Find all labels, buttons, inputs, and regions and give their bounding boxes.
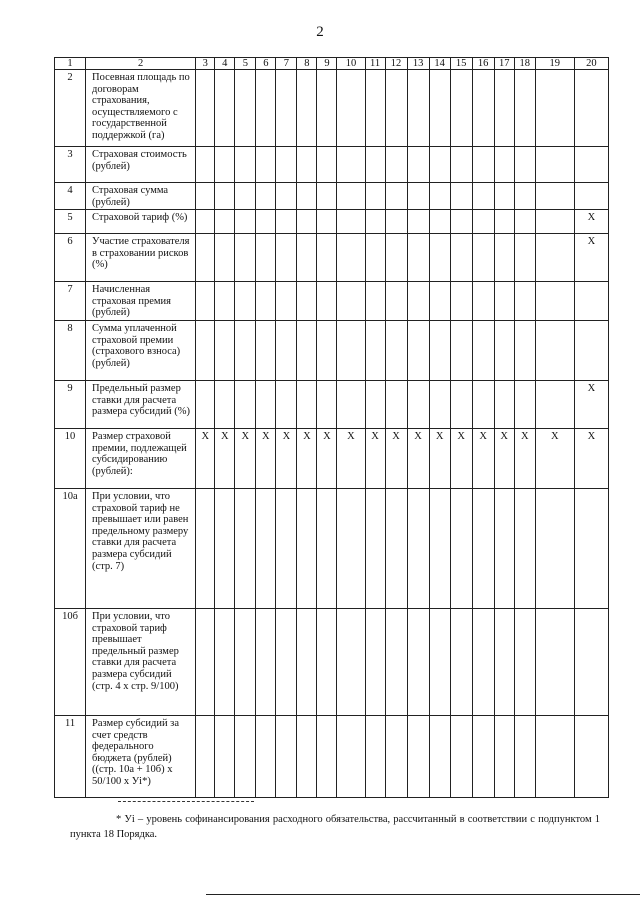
empty-cell [472, 282, 494, 321]
row-label: Страховая стоимость (рублей) [86, 147, 196, 183]
row-label: При условии, что страховой тариф не превышает или равен предельному размеру ставки для расчета размера субсидий (стр. 7) [86, 488, 196, 608]
empty-cell [337, 380, 365, 428]
empty-cell [494, 147, 514, 183]
empty-cell [235, 488, 256, 608]
empty-cell [514, 70, 535, 147]
empty-cell [365, 608, 385, 715]
empty-cell [450, 488, 472, 608]
empty-cell [429, 70, 450, 147]
x-mark: X [317, 428, 337, 488]
table-row [55, 210, 609, 234]
table-row [55, 428, 609, 488]
table-row [55, 320, 609, 380]
empty-cell [472, 608, 494, 715]
empty-cell [535, 234, 574, 282]
empty-cell [574, 608, 608, 715]
empty-cell [514, 147, 535, 183]
empty-cell [235, 380, 256, 428]
row-label: При условии, что страховой тариф превышает предельный размер ставки для расчета размера субсидий (стр. 4 x стр. 9/100) [86, 608, 196, 715]
row-number: 5 [55, 210, 86, 234]
empty-cell [196, 147, 215, 183]
empty-cell [450, 183, 472, 210]
row-number: 3 [55, 147, 86, 183]
x-mark: X [535, 428, 574, 488]
table-row [55, 147, 609, 183]
empty-cell [535, 183, 574, 210]
x-mark: X [514, 428, 535, 488]
x-mark: X [450, 428, 472, 488]
empty-cell [256, 380, 276, 428]
empty-cell [317, 608, 337, 715]
empty-cell [196, 70, 215, 147]
empty-cell [235, 234, 256, 282]
empty-cell [317, 210, 337, 234]
empty-cell [235, 608, 256, 715]
empty-cell [365, 70, 385, 147]
empty-cell [385, 320, 407, 380]
column-header-5: 5 [235, 58, 256, 70]
row-number: 10а [55, 488, 86, 608]
empty-cell [215, 715, 235, 797]
empty-cell [365, 320, 385, 380]
empty-cell [276, 70, 297, 147]
table-row [55, 70, 609, 147]
empty-cell [494, 488, 514, 608]
empty-cell [450, 234, 472, 282]
empty-cell [235, 70, 256, 147]
empty-cell [297, 320, 317, 380]
x-mark: X [574, 428, 608, 488]
empty-cell [429, 380, 450, 428]
x-mark: X [574, 234, 608, 282]
empty-cell [365, 380, 385, 428]
empty-cell [256, 608, 276, 715]
x-mark: X [297, 428, 317, 488]
empty-cell [535, 282, 574, 321]
empty-cell [337, 234, 365, 282]
empty-cell [450, 380, 472, 428]
empty-cell [215, 282, 235, 321]
empty-cell [235, 147, 256, 183]
bottom-rule [206, 894, 640, 895]
empty-cell [407, 715, 429, 797]
empty-cell [535, 488, 574, 608]
empty-cell [317, 380, 337, 428]
x-mark: X [472, 428, 494, 488]
x-mark: X [574, 380, 608, 428]
empty-cell [337, 147, 365, 183]
x-mark: X [196, 428, 215, 488]
empty-cell [215, 70, 235, 147]
row-number: 10б [55, 608, 86, 715]
empty-cell [574, 282, 608, 321]
empty-cell [407, 70, 429, 147]
x-mark: X [235, 428, 256, 488]
empty-cell [317, 282, 337, 321]
column-header-20: 20 [574, 58, 608, 70]
column-header-19: 19 [535, 58, 574, 70]
column-header-2: 2 [86, 58, 196, 70]
empty-cell [514, 320, 535, 380]
row-label: Страховая сумма (рублей) [86, 183, 196, 210]
empty-cell [514, 183, 535, 210]
empty-cell [385, 147, 407, 183]
empty-cell [215, 320, 235, 380]
column-header-6: 6 [256, 58, 276, 70]
empty-cell [450, 715, 472, 797]
row-label: Размер страховой премии, подлежащей субсидированию (рублей): [86, 428, 196, 488]
empty-cell [574, 715, 608, 797]
empty-cell [276, 715, 297, 797]
empty-cell [365, 210, 385, 234]
empty-cell [235, 183, 256, 210]
empty-cell [494, 608, 514, 715]
empty-cell [235, 210, 256, 234]
empty-cell [429, 183, 450, 210]
empty-cell [256, 183, 276, 210]
empty-cell [297, 715, 317, 797]
column-header-1: 1 [55, 58, 86, 70]
column-header-7: 7 [276, 58, 297, 70]
column-header-15: 15 [450, 58, 472, 70]
empty-cell [256, 320, 276, 380]
empty-cell [385, 210, 407, 234]
empty-cell [514, 608, 535, 715]
empty-cell [494, 183, 514, 210]
empty-cell [450, 210, 472, 234]
empty-cell [385, 70, 407, 147]
empty-cell [535, 320, 574, 380]
empty-cell [535, 608, 574, 715]
empty-cell [337, 70, 365, 147]
empty-cell [276, 608, 297, 715]
empty-cell [429, 210, 450, 234]
empty-cell [407, 147, 429, 183]
empty-cell [215, 147, 235, 183]
empty-cell [514, 234, 535, 282]
empty-cell [297, 234, 317, 282]
empty-cell [256, 234, 276, 282]
empty-cell [276, 488, 297, 608]
empty-cell [494, 380, 514, 428]
empty-cell [494, 210, 514, 234]
empty-cell [317, 183, 337, 210]
empty-cell [337, 608, 365, 715]
row-label: Предельный размер ставки для расчета размера субсидий (%) [86, 380, 196, 428]
row-label: Страховой тариф (%) [86, 210, 196, 234]
x-mark: X [215, 428, 235, 488]
empty-cell [429, 282, 450, 321]
column-header-17: 17 [494, 58, 514, 70]
empty-cell [472, 70, 494, 147]
empty-cell [276, 380, 297, 428]
table-row [55, 282, 609, 321]
row-label: Сумма уплаченной страховой премии (страхового взноса) (рублей) [86, 320, 196, 380]
empty-cell [365, 282, 385, 321]
x-mark: X [365, 428, 385, 488]
empty-cell [256, 488, 276, 608]
empty-cell [385, 380, 407, 428]
empty-cell [235, 282, 256, 321]
empty-cell [407, 488, 429, 608]
empty-cell [472, 147, 494, 183]
empty-cell [494, 715, 514, 797]
empty-cell [385, 715, 407, 797]
empty-cell [196, 210, 215, 234]
empty-cell [429, 608, 450, 715]
footnote-separator [118, 801, 254, 802]
empty-cell [256, 282, 276, 321]
empty-cell [297, 183, 317, 210]
empty-cell [407, 282, 429, 321]
column-header-16: 16 [472, 58, 494, 70]
empty-cell [407, 380, 429, 428]
empty-cell [276, 282, 297, 321]
empty-cell [276, 210, 297, 234]
row-number: 4 [55, 183, 86, 210]
empty-cell [385, 488, 407, 608]
x-mark: X [337, 428, 365, 488]
empty-cell [297, 488, 317, 608]
empty-cell [256, 70, 276, 147]
empty-cell [494, 234, 514, 282]
x-mark: X [574, 210, 608, 234]
empty-cell [337, 282, 365, 321]
empty-cell [215, 608, 235, 715]
empty-cell [535, 70, 574, 147]
empty-cell [256, 147, 276, 183]
empty-cell [514, 488, 535, 608]
empty-cell [317, 320, 337, 380]
row-number: 11 [55, 715, 86, 797]
empty-cell [297, 380, 317, 428]
empty-cell [317, 147, 337, 183]
row-label: Начисленная страховая премия (рублей) [86, 282, 196, 321]
x-mark: X [276, 428, 297, 488]
table-body [55, 58, 609, 798]
column-header-12: 12 [385, 58, 407, 70]
x-mark: X [429, 428, 450, 488]
empty-cell [196, 282, 215, 321]
empty-cell [535, 715, 574, 797]
empty-cell [337, 488, 365, 608]
row-label: Размер субсидий за счет средств федерального бюджета (рублей) ((стр. 10а + 10б) x 50/100 x Уi*) [86, 715, 196, 797]
empty-cell [407, 210, 429, 234]
column-header-10: 10 [337, 58, 365, 70]
empty-cell [215, 488, 235, 608]
empty-cell [472, 715, 494, 797]
empty-cell [494, 70, 514, 147]
empty-cell [365, 147, 385, 183]
empty-cell [196, 380, 215, 428]
empty-cell [196, 608, 215, 715]
empty-cell [472, 183, 494, 210]
table-row [55, 608, 609, 715]
empty-cell [317, 70, 337, 147]
empty-cell [365, 488, 385, 608]
empty-cell [337, 210, 365, 234]
x-mark: X [385, 428, 407, 488]
row-number: 8 [55, 320, 86, 380]
empty-cell [385, 183, 407, 210]
table-row [55, 715, 609, 797]
empty-cell [574, 488, 608, 608]
empty-cell [337, 715, 365, 797]
empty-cell [535, 147, 574, 183]
empty-cell [450, 320, 472, 380]
empty-cell [494, 282, 514, 321]
empty-cell [337, 183, 365, 210]
empty-cell [317, 715, 337, 797]
table-row [55, 380, 609, 428]
empty-cell [317, 488, 337, 608]
empty-cell [514, 715, 535, 797]
empty-cell [297, 147, 317, 183]
empty-cell [407, 608, 429, 715]
x-mark: X [256, 428, 276, 488]
footnote: * Уi – уровень софинансирования расходного обязательства, рассчитанный в соответствии с подпунктом 1 пункта 18 Порядка. [70, 814, 600, 840]
empty-cell [385, 608, 407, 715]
empty-cell [450, 70, 472, 147]
empty-cell [385, 234, 407, 282]
empty-cell [429, 320, 450, 380]
empty-cell [514, 282, 535, 321]
x-mark: X [407, 428, 429, 488]
empty-cell [337, 320, 365, 380]
column-header-13: 13 [407, 58, 429, 70]
empty-cell [472, 380, 494, 428]
empty-cell [215, 210, 235, 234]
row-number: 9 [55, 380, 86, 428]
row-number: 6 [55, 234, 86, 282]
x-mark: X [494, 428, 514, 488]
empty-cell [385, 282, 407, 321]
empty-cell [235, 320, 256, 380]
empty-cell [215, 183, 235, 210]
empty-cell [535, 380, 574, 428]
empty-cell [535, 210, 574, 234]
empty-cell [297, 210, 317, 234]
row-number: 2 [55, 70, 86, 147]
empty-cell [494, 320, 514, 380]
row-label: Участие страхователя в страховании рисков (%) [86, 234, 196, 282]
empty-cell [407, 320, 429, 380]
empty-cell [514, 210, 535, 234]
empty-cell [472, 488, 494, 608]
empty-cell [276, 234, 297, 282]
empty-cell [276, 320, 297, 380]
empty-cell [365, 234, 385, 282]
column-header-3: 3 [196, 58, 215, 70]
empty-cell [215, 234, 235, 282]
empty-cell [276, 183, 297, 210]
empty-cell [196, 320, 215, 380]
empty-cell [196, 715, 215, 797]
empty-cell [472, 320, 494, 380]
empty-cell [450, 282, 472, 321]
empty-cell [574, 70, 608, 147]
empty-cell [196, 488, 215, 608]
empty-cell [297, 282, 317, 321]
table-row [55, 488, 609, 608]
empty-cell [429, 488, 450, 608]
empty-cell [196, 183, 215, 210]
empty-cell [429, 715, 450, 797]
empty-cell [514, 380, 535, 428]
empty-cell [256, 715, 276, 797]
empty-cell [235, 715, 256, 797]
empty-cell [472, 210, 494, 234]
column-header-11: 11 [365, 58, 385, 70]
empty-cell [450, 608, 472, 715]
empty-cell [297, 608, 317, 715]
column-header-18: 18 [514, 58, 535, 70]
empty-cell [196, 234, 215, 282]
table-row [55, 234, 609, 282]
empty-cell [429, 234, 450, 282]
empty-cell [365, 183, 385, 210]
empty-cell [574, 147, 608, 183]
empty-cell [276, 147, 297, 183]
empty-cell [317, 234, 337, 282]
empty-cell [365, 715, 385, 797]
empty-cell [215, 380, 235, 428]
empty-cell [297, 70, 317, 147]
page-number: 2 [316, 24, 324, 40]
header-row [55, 58, 609, 70]
row-number: 10 [55, 428, 86, 488]
empty-cell [407, 234, 429, 282]
empty-cell [450, 147, 472, 183]
empty-cell [429, 147, 450, 183]
empty-cell [574, 183, 608, 210]
row-label: Посевная площадь по договорам страхования, осуществляемого с государственной поддержкой (га) [86, 70, 196, 147]
column-header-14: 14 [429, 58, 450, 70]
row-number: 7 [55, 282, 86, 321]
empty-cell [407, 183, 429, 210]
column-header-4: 4 [215, 58, 235, 70]
column-header-8: 8 [297, 58, 317, 70]
empty-cell [256, 210, 276, 234]
empty-cell [472, 234, 494, 282]
empty-cell [574, 320, 608, 380]
column-header-9: 9 [317, 58, 337, 70]
subsidy-calculation-table [54, 57, 609, 798]
table-row [55, 183, 609, 210]
